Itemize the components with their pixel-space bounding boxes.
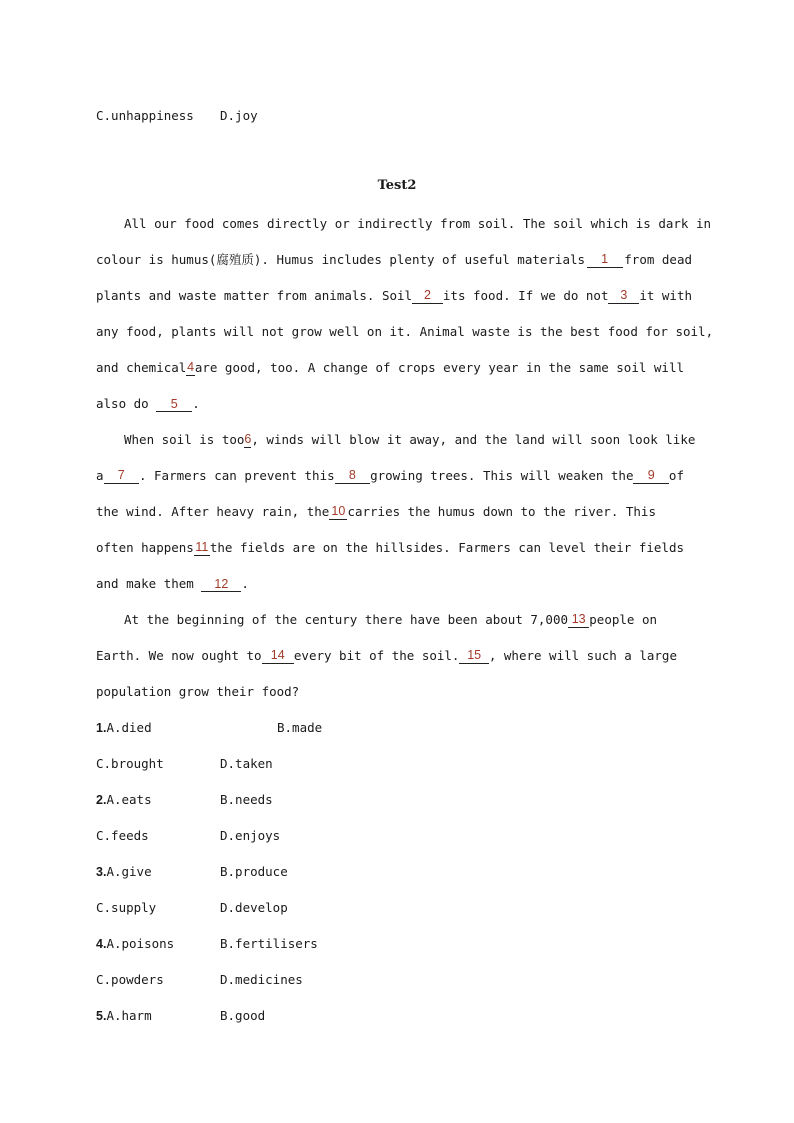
p1-line-5: and chemical 4 are good, too. A change of crops every year in the same soil will <box>96 360 684 375</box>
q4-option-c[interactable]: C.powders <box>96 972 164 987</box>
q3-option-a[interactable]: 3.A.give <box>96 864 152 879</box>
p2-line-1: When soil is too 6 , winds will blow it away, and the land will soon look like <box>124 432 696 447</box>
p3-line-3: population grow their food? <box>96 684 300 699</box>
p2-line-3: the wind. After heavy rain, the 10 carries the humus down to the river. This <box>96 504 656 519</box>
p2-line-2: a 7 . Farmers can prevent this 8 growing trees. This will weaken the 9 of <box>96 468 684 483</box>
test-title: Test2 <box>377 178 417 193</box>
blank-8[interactable]: 8 <box>335 468 370 484</box>
blank-2[interactable]: 2 <box>412 288 443 304</box>
blank-9[interactable]: 9 <box>633 468 668 484</box>
blank-6[interactable]: 6 <box>244 432 252 446</box>
blank-4[interactable]: 4 <box>187 360 195 374</box>
p1-line-3: plants and waste matter from animals. Soil 2 its food. If we do not 3 it with <box>96 288 692 303</box>
q1-option-d[interactable]: D.taken <box>220 756 273 771</box>
blank-14[interactable]: 14 <box>262 648 294 664</box>
blank-12[interactable]: 12 <box>201 577 241 592</box>
q2-option-d[interactable]: D.enjoys <box>220 828 281 843</box>
q3-option-d[interactable]: D.develop <box>220 900 288 915</box>
blank-15[interactable]: 15 <box>459 648 488 664</box>
q1-option-b[interactable]: B.made <box>277 720 323 735</box>
q5-option-b[interactable]: B.good <box>220 1008 266 1023</box>
p1-line-6: also do 5 . <box>96 396 200 411</box>
q2-option-a[interactable]: 2.A.eats <box>96 792 152 807</box>
p3-line-1: At the beginning of the century there have been about 7,000 13 people on <box>124 612 657 627</box>
blank-1[interactable]: 1 <box>587 252 623 268</box>
prev-option-c: C.unhappiness <box>96 108 194 123</box>
q2-option-b[interactable]: B.needs <box>220 792 273 807</box>
p1-line-1: All our food comes directly or indirectly from soil. The soil which is dark in <box>124 216 711 231</box>
blank-11[interactable]: 11 <box>195 540 209 554</box>
blank-5[interactable]: 5 <box>156 397 192 412</box>
p1-line-2: colour is humus(腐殖质). Humus includes plenty of useful materials 1 from dead <box>96 252 692 267</box>
q3-option-c[interactable]: C.supply <box>96 900 157 915</box>
q4-option-b[interactable]: B.fertilisers <box>220 936 318 951</box>
prev-option-d: D.joy <box>220 108 258 123</box>
q1-option-a[interactable]: 1.A.died <box>96 720 152 735</box>
p2-line-5: and make them 12 . <box>96 576 249 591</box>
blank-10[interactable]: 10 <box>329 504 347 520</box>
q3-option-b[interactable]: B.produce <box>220 864 288 879</box>
blank-7[interactable]: 7 <box>104 468 139 484</box>
blank-3[interactable]: 3 <box>608 288 639 304</box>
q4-option-d[interactable]: D.medicines <box>220 972 303 987</box>
q2-option-c[interactable]: C.feeds <box>96 828 149 843</box>
blank-13[interactable]: 13 <box>568 612 589 628</box>
p1-line-4: any food, plants will not grow well on it. Animal waste is the best food for soil, <box>96 324 714 339</box>
p3-line-2: Earth. We now ought to 14 every bit of the soil. 15 , where will such a large <box>96 648 677 663</box>
q4-option-a[interactable]: 4.A.poisons <box>96 936 175 951</box>
q5-option-a[interactable]: 5.A.harm <box>96 1008 152 1023</box>
p2-line-4: often happens 11 the fields are on the hillsides. Farmers can level their fields <box>96 540 684 555</box>
q1-option-c[interactable]: C.brought <box>96 756 164 771</box>
